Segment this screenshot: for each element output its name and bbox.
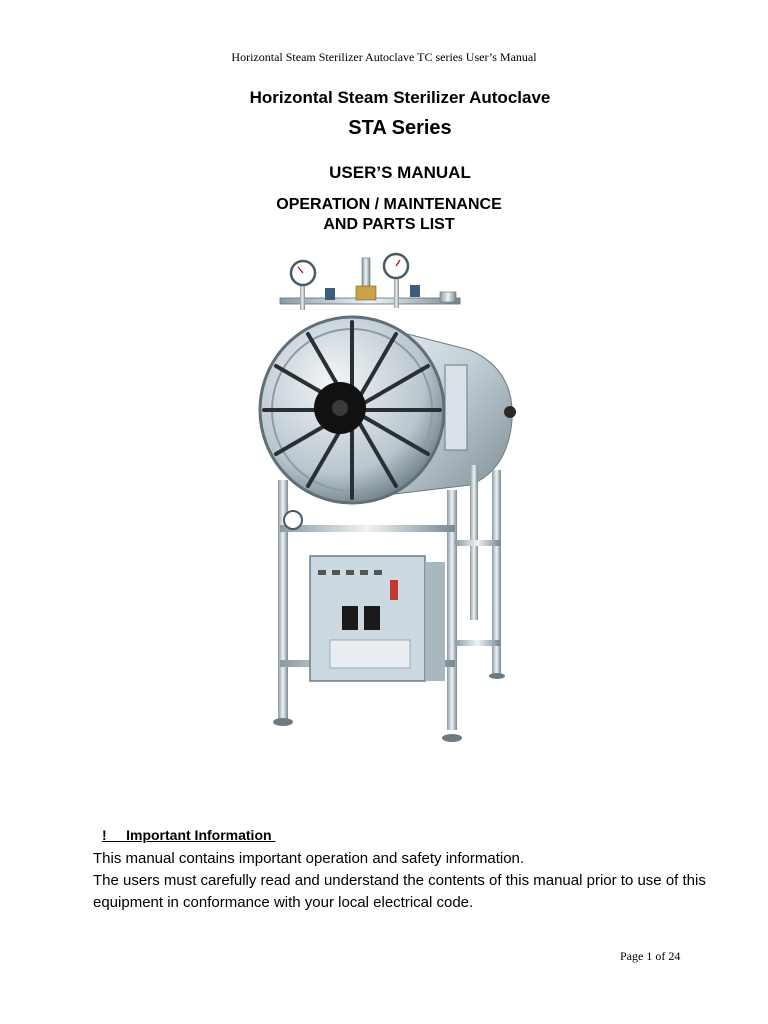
page-number: Page 1 of 24	[620, 949, 681, 963]
manual-label: USER’S MANUAL	[329, 163, 471, 182]
document-title: Horizontal Steam Sterilizer Autoclave	[249, 88, 551, 107]
subtitle-line-2: AND PARTS LIST	[323, 216, 455, 233]
autoclave-illustration	[250, 250, 530, 750]
subtitle	[0, 195, 768, 235]
series-name: STA Series	[348, 117, 452, 139]
notice-line-1: This manual contains important operation and safety information.	[93, 850, 525, 867]
running-header: Horizontal Steam Sterilizer Autoclave TC series User’s Manual	[231, 50, 537, 64]
important-information-body	[93, 848, 713, 914]
pressure-gauge-right	[384, 254, 408, 278]
notice-line-2: The users must carefully read and understand the contents of this manual prior to use of this equipment in conformance with your local electrical code.	[93, 872, 706, 911]
subtitle-line-1: OPERATION / MAINTENANCE	[276, 196, 502, 213]
important-information-heading: ! Important Information	[102, 827, 276, 843]
pressure-gauge-left	[291, 261, 315, 285]
control-box	[310, 556, 445, 681]
chamber-door	[260, 317, 444, 503]
